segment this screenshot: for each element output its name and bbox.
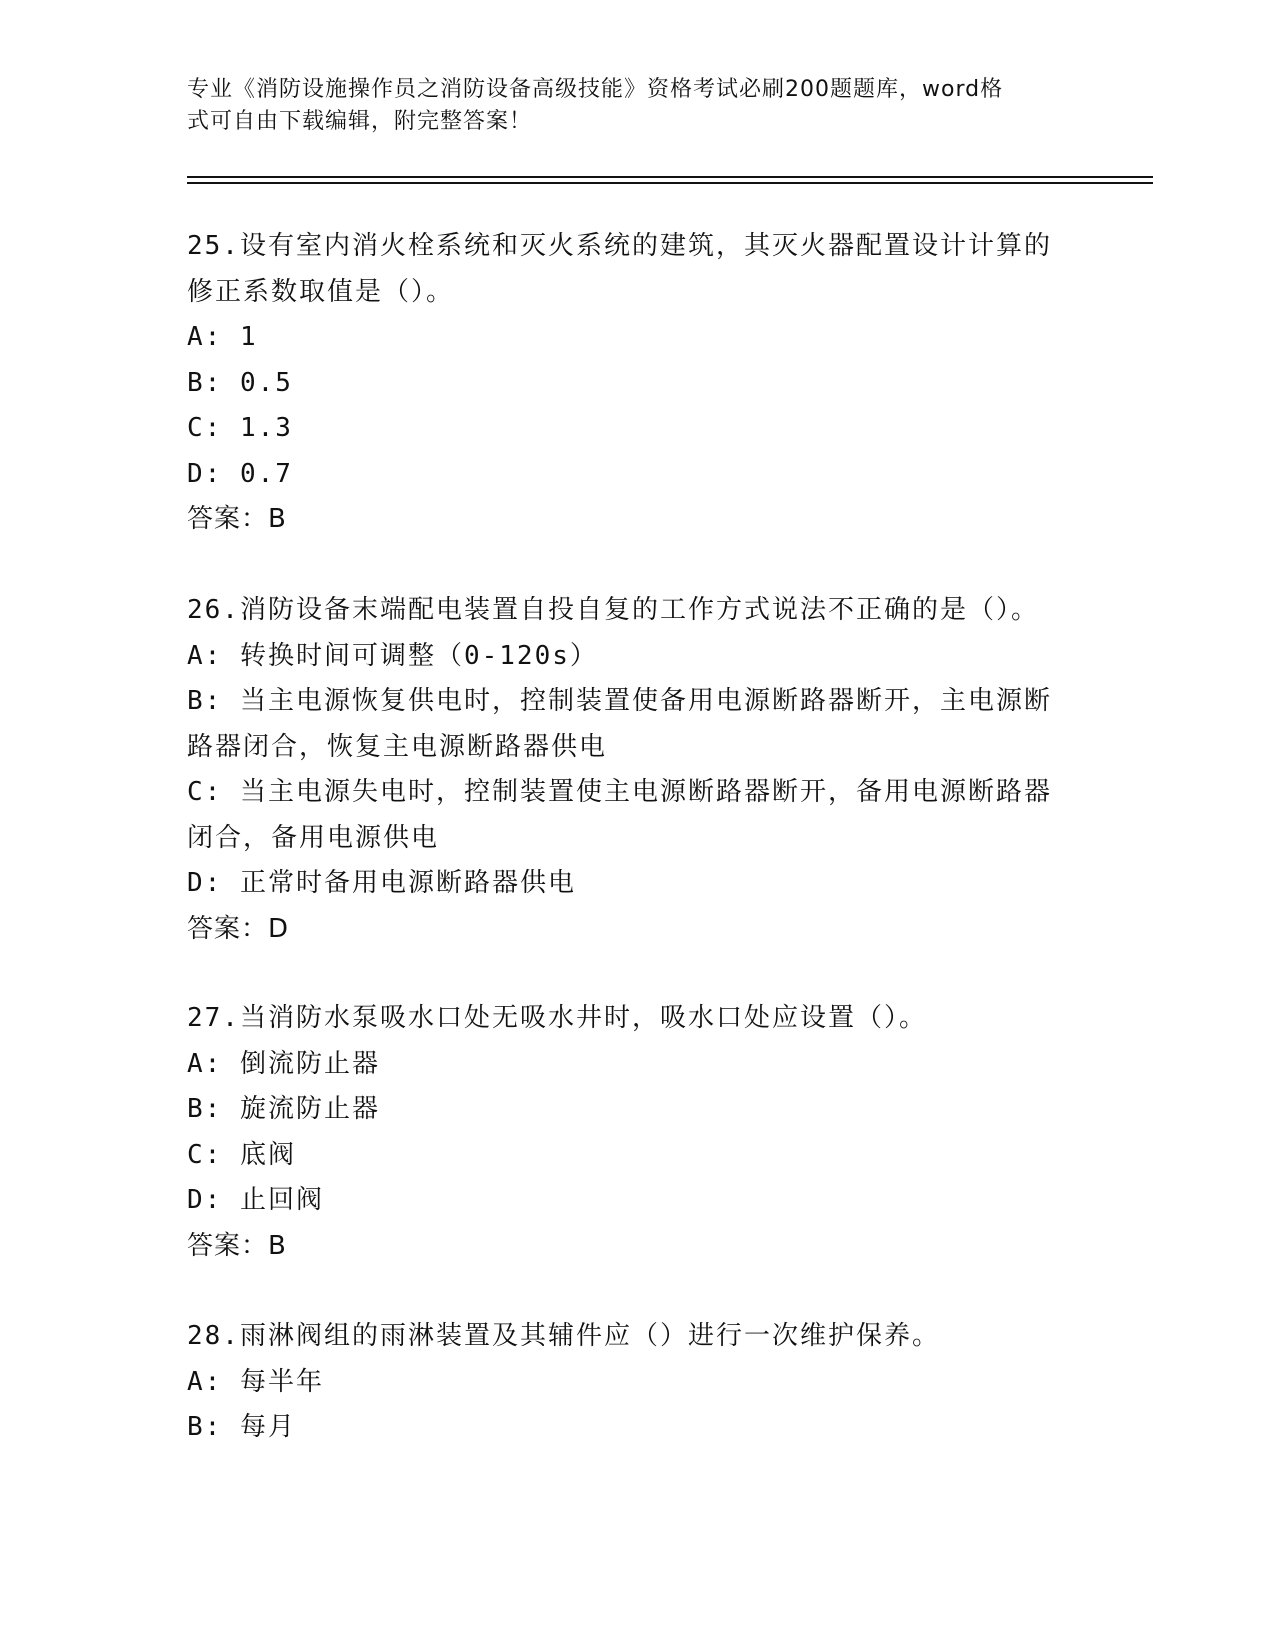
question-stem: 28.雨淋阀组的雨淋装置及其辅件应（）进行一次维护保养。 [187,1321,940,1351]
intro-line: 专业《消防设施操作员之消防设备高级技能》资格考试必刷200题题库，word格 [187,77,1004,102]
question-stem: 25.设有室内消火栓系统和灭火系统的建筑，其灭火器配置设计计算的 [187,231,1052,261]
answer-label: 答案：B [187,504,287,534]
option-c: C: 底阀 [187,1139,296,1170]
intro-line: 式可自由下载编辑，附完整答案！ [187,109,533,134]
option-b-continued: 路器闭合，恢复主电源断路器供电 [187,731,608,762]
answer-label: 答案：B [187,1230,287,1261]
option-c: C: 1.3 [187,413,293,443]
option-c: C: 当主电源失电时，控制装置使主电源断路器断开，备用电源断路器 [187,777,1052,807]
question-stem: 27.当消防水泵吸水口处无吸水井时，吸水口处应设置（）。 [187,1003,927,1033]
option-a: A: 转换时间可调整（0-120s） [187,640,598,671]
option-c-continued: 闭合，备用电源供电 [187,822,440,853]
question-block [187,996,1087,1269]
question-block [187,588,1087,952]
document-intro [187,74,1067,138]
question-block [187,1314,1087,1451]
option-b: B: 当主电源恢复供电时，控制装置使备用电源断路器断开，主电源断 [187,686,1052,716]
option-b: B: 旋流防止器 [187,1094,380,1124]
header-divider [187,176,1153,178]
option-d: D: 0.7 [187,458,293,489]
option-a: A: 1 [187,322,258,352]
option-b: B: 0.5 [187,367,293,398]
question-stem: 修正系数取值是（）。 [187,276,455,307]
option-a: A: 每半年 [187,1366,324,1397]
option-d: D: 止回阀 [187,1185,324,1215]
answer-label: 答案：D [187,913,290,944]
option-a: A: 倒流防止器 [187,1048,380,1079]
question-block [187,224,1087,543]
option-b: B: 每月 [187,1412,296,1442]
option-d: D: 正常时备用电源断路器供电 [187,868,576,898]
header-divider [187,182,1153,184]
question-stem: 26.消防设备末端配电装置自投自复的工作方式说法不正确的是（）。 [187,595,1039,625]
